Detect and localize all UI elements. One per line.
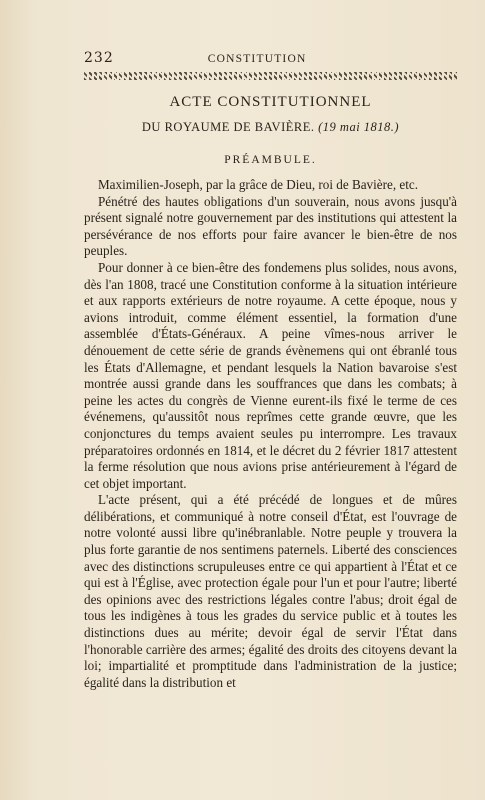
section-heading: PRÉAMBULE. bbox=[224, 154, 317, 166]
ornamental-rule bbox=[84, 72, 457, 80]
paragraph: Pour donner à ce bien-être des fondemens plus solides, nous avons, dès l'an 1808, tracé une Constitution conforme à la situation intérieure et aux rapports extérieurs de notre royaume. A cette époque, nous y avions introduit, comme élément essentiel, la formation d'une assemblée d'États-Généraux. A peine vîmes-nous arriver le dénouement de cette série de grands évènemens qui ont ébranlé tous les États d'Allemagne, et pendant lesquels la Nation bavaroise s'est montrée aussi grande dans les souffrances que dans les combats; à peine les actes du congrès de Vienne eurent-ils fixé le terme de ces événemens, qu'aussitôt nous reprîmes cette grande œuvre, que les conjonctures du temps avaient seules pu interrompre. Les travaux préparatoires ordonnés en 1814, et le décret du 2 février 1817 attestent la ferme résolution que nous avions prise antérieurement à l'égard de cet objet important. bbox=[84, 259, 457, 491]
subtitle-text: DU ROYAUME DE BAVIÈRE. bbox=[141, 120, 315, 134]
subtitle-date: (19 mai 1818.) bbox=[318, 120, 400, 134]
paragraph: L'acte présent, qui a été précédé de longues et de mûres délibérations, et communiqué à notre conseil d'État, est l'ouvrage de notre volonté aussi libre qu'inébranlable. Notre peuple y trouvera la plus forte garantie de nos sentimens paternels. Liberté des consciences avec des distinctions scrupuleuses entre ce qui appartient à l'État et ce qui est à l'Église, avec protection égale pour l'un et pour l'autre; liberté des opinions avec des restrictions légales contre l'abus; droit égal de tous les indigènes à tous les grades du service public et à toutes les distinctions dues au mérite; devoir égal de servir l'État dans l'honorable carrière des armes; égalité des droits des citoyens devant la loi; impartialité et promptitude dans l'administration de la justice; égalité dans la distribution et bbox=[84, 492, 457, 690]
document-title: ACTE CONSTITUTIONNEL bbox=[169, 94, 372, 110]
page-header bbox=[84, 50, 437, 66]
body-text bbox=[84, 177, 457, 691]
paragraph: Pénétré des hautes obligations d'un souverain, nous avons jusqu'à présent signalé notre gouvernement par des institutions qui attestent la persévérance de nos efforts pour faire avancer le bien-être de nos peuples. bbox=[84, 193, 457, 259]
document-subtitle bbox=[84, 120, 457, 135]
running-head: CONSTITUTION bbox=[207, 53, 307, 65]
paragraph: Maximilien-Joseph, par la grâce de Dieu, roi de Bavière, etc. bbox=[98, 177, 418, 192]
page-number: 232 bbox=[84, 50, 114, 66]
